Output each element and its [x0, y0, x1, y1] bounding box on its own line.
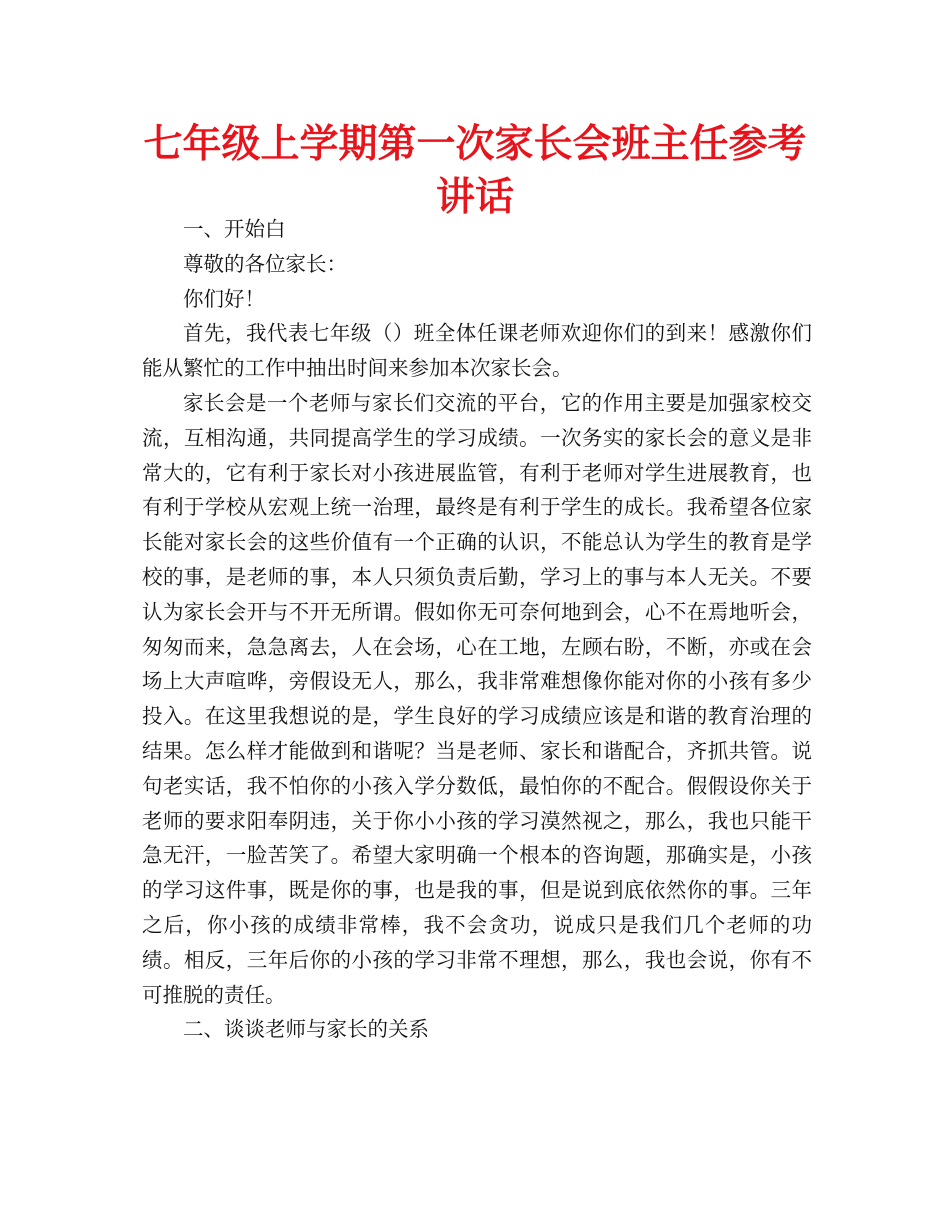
document-body — [142, 212, 812, 1047]
body-paragraph: 首先，我代表七年级（）班全体任课老师欢迎你们的到来！感激你们能从繁忙的工作中抽出时间来参加本次家长会。 — [142, 321, 812, 381]
salutation: 尊敬的各位家长： — [183, 251, 347, 276]
section-heading-opening: 一、开始白 — [183, 217, 286, 241]
document-title: 七年级上学期第一次家长会班主任参考讲话 — [143, 122, 807, 220]
greeting: 你们好！ — [183, 286, 265, 311]
body-paragraph: 家长会是一个老师与家长们交流的平台，它的作用主要是加强家校交流，互相沟通，共同提高学生的学习成绩。一次务实的家长会的意义是非常大的，它有利于家长对小孩进展监管，有利于老师对学生进展教育，也有利于学校从宏观上统一治理，最终是有利于学生的成长。我希望各位家长能对家长会的这些价值有一个正确的认识，不能总认为学生的教育是学校的事，是老师的事，本人只须负责后勤，学习上的事与本人无关。不要认为家长会开与不开无所谓。假如你无可奈何地到会，心不在焉地听会，匆匆而来，急急离去，人在会场，心在工地，左顾右盼，不断，亦或在会场上大声喧哗，旁假设无人，那么，我非常难想像你能对你的小孩有多少投入。在这里我想说的是，学生良好的学习成绩应该是和谐的教育治理的结果。怎么样才能做到和谐呢？当是老师、家长和谐配合，齐抓共管。说句老实话，我不怕你的小孩入学分数低，最怕你的不配合。假假设你关于老师的要求阳奉阴违，关于你小小孩的学习漠然视之，那么，我也只能干急无汗，一脸苦笑了。希望大家明确一个根本的咨询题，那确实是，小孩的学习这件事，既是你的事，也是我的事，但是说到底依然你的事。三年之后，你小孩的成绩非常棒，我不会贪功，说成只是我们几个老师的功绩。相反，三年后你的小孩的学习非常不理想，那么，我也会说，你有不可推脱的责任。 — [142, 390, 812, 1007]
section-heading-teacher-parent-relationship: 二、谈谈老师与家长的关系 — [183, 1017, 429, 1042]
